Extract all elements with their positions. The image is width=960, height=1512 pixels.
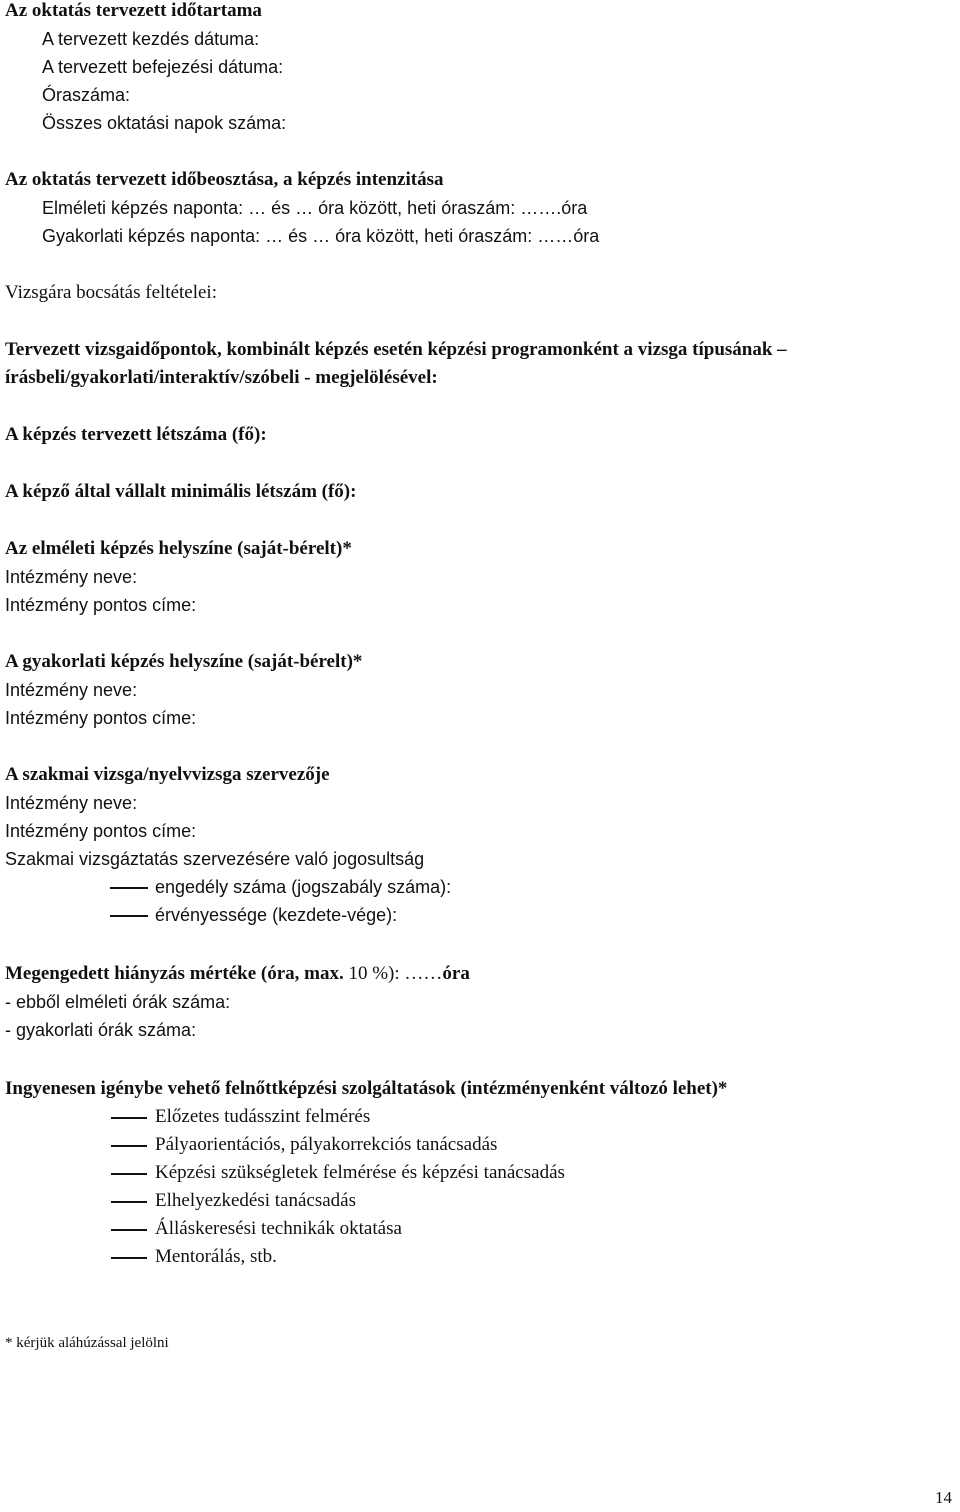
list-item xyxy=(5,873,955,901)
dash-bullet xyxy=(111,1117,147,1119)
dash-bullet xyxy=(111,1145,147,1147)
service-item: Elhelyezkedési tanácsadás xyxy=(155,1190,356,1211)
exam-dates-line-1: Tervezett vizsgaidőpontok, kombinált képzés esetén képzési programonként a vizsga típusának – xyxy=(5,339,787,360)
service-item: Pályaorientációs, pályakorrekciós tanácsadás xyxy=(155,1134,498,1155)
practice-institution-name: Intézmény neve: xyxy=(5,680,138,700)
absence-title-normal: 10 %): …… xyxy=(343,963,443,984)
dash-bullet xyxy=(111,1257,147,1259)
service-item: Mentorálás, stb. xyxy=(155,1246,277,1267)
list-item xyxy=(5,1103,955,1131)
permit-number-label: engedély száma (jogszabály száma): xyxy=(155,877,452,897)
theory-schedule: Elméleti képzés naponta: … és … óra között, heti óraszám: …….óra xyxy=(42,198,588,218)
theory-hours-label: - ebből elméleti órák száma: xyxy=(5,992,231,1012)
practice-schedule: Gyakorlati képzés naponta: … és … óra között, heti óraszám: ……óra xyxy=(42,226,600,246)
footnote: * kérjük aláhúzással jelölni xyxy=(5,1335,169,1351)
theory-institution-name: Intézmény neve: xyxy=(5,567,138,587)
hours-label: Óraszáma: xyxy=(42,85,131,105)
service-item: Előzetes tudásszint felmérés xyxy=(155,1106,371,1127)
dash-bullet xyxy=(110,915,148,917)
theory-institution-address: Intézmény pontos címe: xyxy=(5,595,197,615)
start-date-label: A tervezett kezdés dátuma: xyxy=(42,29,260,49)
end-date-label: A tervezett befejezési dátuma: xyxy=(42,57,284,77)
validity-label: érvényessége (kezdete-vége): xyxy=(155,905,398,925)
absence-title-unit: óra xyxy=(442,963,470,984)
dash-bullet xyxy=(111,1173,147,1175)
free-services-title: Ingyenesen igénybe vehető felnőttképzési szolgáltatások (intézményenként változó lehet)* xyxy=(5,1078,728,1099)
list-item xyxy=(5,901,955,929)
practice-location-title: A gyakorlati képzés helyszíne (saját-bérelt)* xyxy=(5,651,363,672)
theory-location-title: Az elméleti képzés helyszíne (saját-bérelt)* xyxy=(5,538,352,559)
practice-institution-address: Intézmény pontos címe: xyxy=(5,708,197,728)
planned-headcount: A képzés tervezett létszáma (fő): xyxy=(5,424,267,445)
list-item xyxy=(5,1215,955,1243)
exam-institution-address: Intézmény pontos címe: xyxy=(5,821,197,841)
service-item: Képzési szükségletek felmérése és képzési tanácsadás xyxy=(155,1162,565,1183)
absence-title xyxy=(5,960,955,988)
minimum-headcount: A képző által vállalt minimális létszám (fő): xyxy=(5,481,357,502)
list-item xyxy=(5,1187,955,1215)
exam-institution-name: Intézmény neve: xyxy=(5,793,138,813)
page-number: 14 xyxy=(935,1488,952,1507)
exam-dates-line-2: írásbeli/gyakorlati/interaktív/szóbeli - megjelölésével: xyxy=(5,367,438,388)
dash-bullet xyxy=(111,1201,147,1203)
absence-title-bold: Megengedett hiányzás mértéke (óra, max. xyxy=(5,963,344,984)
section-title-duration: Az oktatás tervezett időtartama xyxy=(5,0,262,21)
list-item xyxy=(5,1131,955,1159)
document-page xyxy=(5,0,955,1271)
exam-organizer-title: A szakmai vizsga/nyelvvizsga szervezője xyxy=(5,764,330,785)
days-label: Összes oktatási napok száma: xyxy=(42,113,287,133)
exam-authorization: Szakmai vizsgáztatás szervezésére való jogosultság xyxy=(5,849,425,869)
service-item: Álláskeresési technikák oktatása xyxy=(155,1218,402,1239)
dash-bullet xyxy=(110,887,148,889)
dash-bullet xyxy=(111,1229,147,1231)
section-title-schedule: Az oktatás tervezett időbeosztása, a képzés intenzitása xyxy=(5,169,444,190)
list-item xyxy=(5,1243,955,1271)
exam-conditions-label: Vizsgára bocsátás feltételei: xyxy=(5,282,217,303)
list-item xyxy=(5,1159,955,1187)
practice-hours-label: - gyakorlati órák száma: xyxy=(5,1020,197,1040)
